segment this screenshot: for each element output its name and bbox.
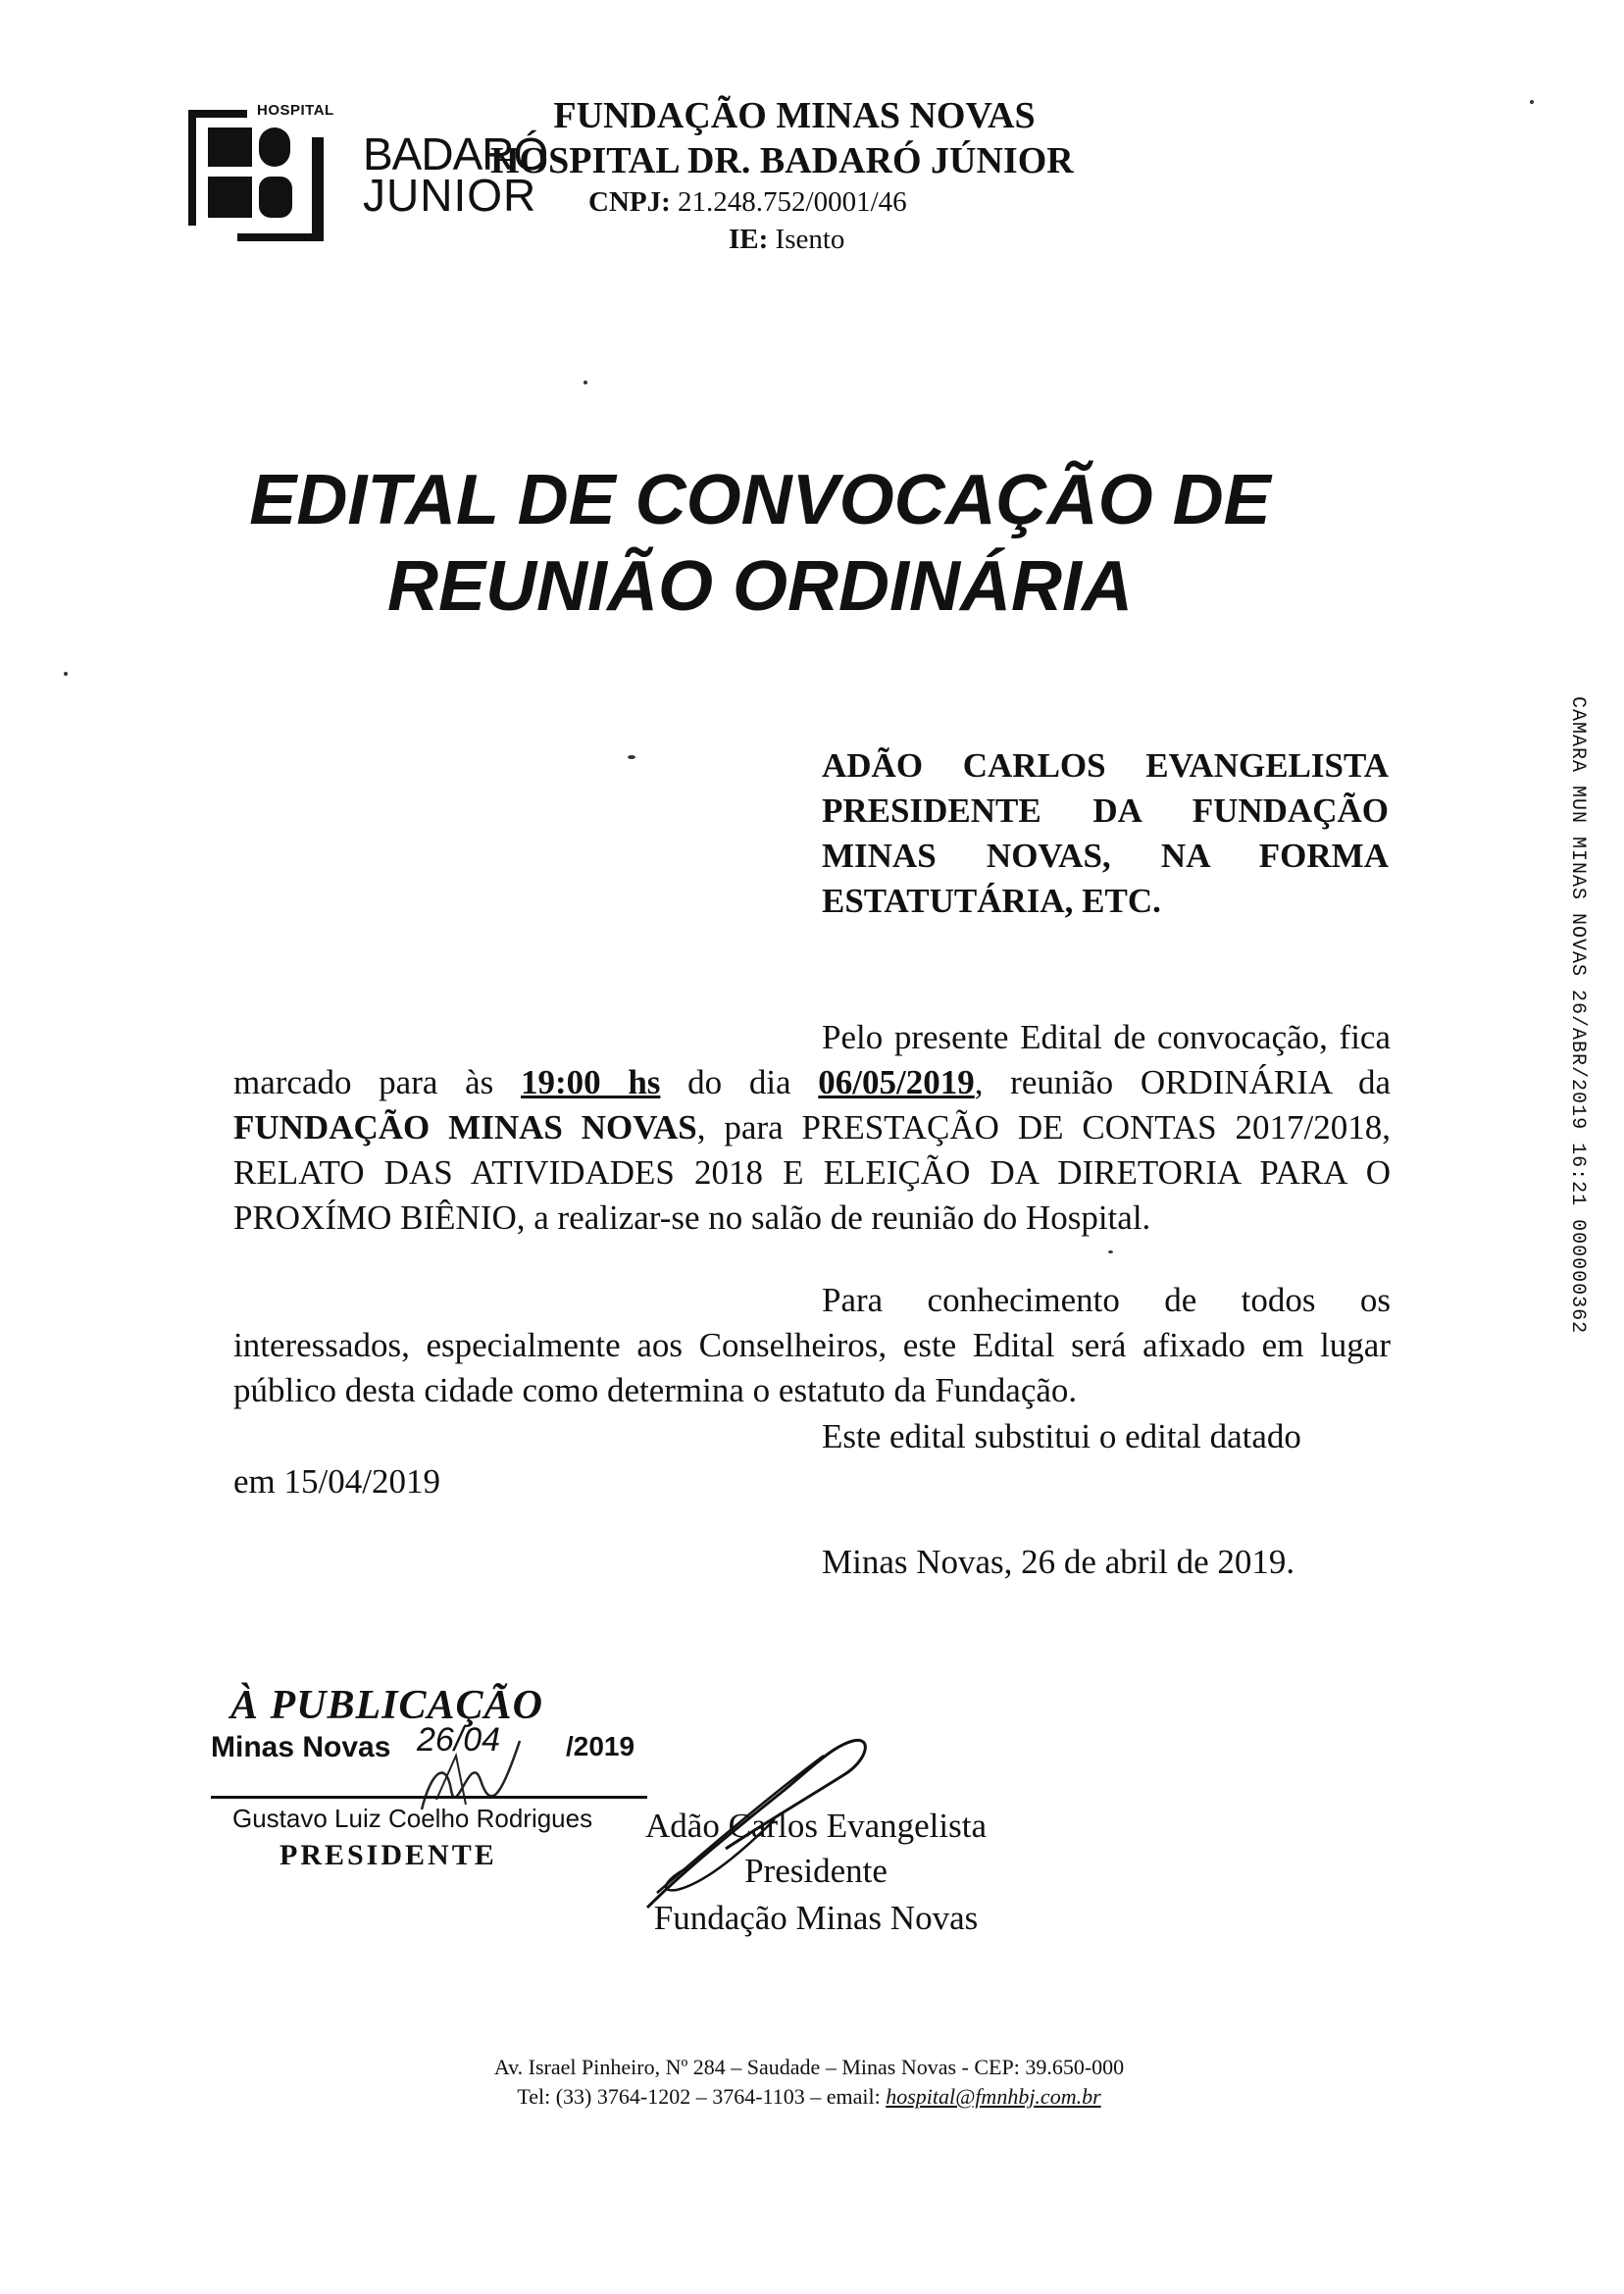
protocol-stamp-text: CAMARA MUN MINAS NOVAS 26/ABR/2019 16:21 000000362	[1566, 696, 1589, 1335]
signer-organization: Fundação Minas Novas	[653, 1899, 979, 1937]
paragraph-substitution-date: em 15/04/2019	[233, 1462, 440, 1501]
addressee-line: PRESIDENTE DA FUNDAÇÃO	[822, 791, 1389, 830]
document-title-line1: EDITAL DE CONVOCAÇÃO DE	[249, 461, 1271, 539]
logo-name-line2: JUNIOR	[363, 170, 537, 221]
p1-text-d: , para PRESTAÇÃO DE CONTAS 2017/2018, RELATO DAS ATIVIDADES 2018 E ELEIÇÃO DA DIRETORIA PARA O PROXÍMO BIÊNIO, a realizar-se no salão de reunião do Hospital.	[233, 1108, 1391, 1237]
scan-speck	[1108, 1250, 1113, 1253]
stamp-signature-line	[211, 1796, 647, 1799]
header-ie	[729, 224, 1023, 256]
protocol-stamp	[1566, 696, 1608, 1344]
stamp-city: Minas Novas	[211, 1731, 391, 1763]
logo-hospital-text: HOSPITAL	[257, 102, 334, 119]
p1-text-b: do dia	[660, 1063, 819, 1101]
publication-stamp	[201, 1682, 633, 1893]
scan-speck	[584, 381, 587, 384]
stamp-year: /2019	[566, 1731, 635, 1761]
signer-role: Presidente	[744, 1852, 888, 1890]
meeting-time: 19:00 hs	[520, 1063, 661, 1101]
cnpj-value: 21.248.752/0001/46	[678, 186, 907, 218]
header-cnpj	[588, 186, 1079, 219]
scan-speck	[64, 672, 68, 676]
scan-speck	[628, 755, 635, 759]
footer-phone: Tel: (33) 3764-1202 – 3764-1103 – email:	[517, 2084, 887, 2109]
logo-name-line1: BADARÓ	[363, 128, 548, 179]
header-hospital: HOSPITAL DR. BADARÓ JÚNIOR	[490, 140, 1074, 181]
stamp-signer-role: PRESIDENTE	[279, 1839, 497, 1871]
paragraph-convocation	[233, 1015, 1391, 1241]
meeting-date: 06/05/2019	[818, 1063, 975, 1101]
stamp-signer-name: Gustavo Luiz Coelho Rodrigues	[232, 1804, 593, 1833]
addressee-line: ESTATUTÁRIA, ETC.	[822, 882, 1161, 920]
p1-text-c: , reunião ORDINÁRIA da	[974, 1063, 1392, 1101]
ie-label: IE:	[729, 224, 769, 255]
document-title-line2: REUNIÃO ORDINÁRIA	[386, 547, 1133, 626]
hospital-logo	[188, 98, 548, 255]
paragraph-substitution: Este edital substitui o edital datado	[822, 1417, 1301, 1455]
addressee-line: ADÃO CARLOS EVANGELISTA	[822, 746, 1389, 785]
paragraph-publication: Para conhecimento de todos os interessados, especialmente aos Conselheiros, este Edital será afixado em lugar público desta cidade como determina o estatuto da Fundação.	[233, 1281, 1391, 1409]
footer-email: hospital@fmnhbj.com.br	[886, 2084, 1101, 2109]
date-line: Minas Novas, 26 de abril de 2019.	[822, 1543, 1295, 1581]
organization-name: FUNDAÇÃO MINAS NOVAS	[233, 1108, 697, 1147]
footer-address: Av. Israel Pinheiro, Nº 284 – Saudade – Minas Novas - CEP: 39.650-000	[493, 2055, 1125, 2079]
scan-speck	[1530, 100, 1534, 104]
ie-value: Isento	[775, 224, 845, 255]
signer-name: Adão Carlos Evangelista	[645, 1807, 987, 1845]
cnpj-label: CNPJ:	[588, 186, 671, 218]
addressee-block	[822, 743, 1389, 924]
footer-contact	[294, 2084, 1324, 2110]
header-organization: FUNDAÇÃO MINAS NOVAS	[553, 95, 1036, 136]
stamp-title: À PUBLICAÇÃO	[230, 1683, 543, 1728]
p1-text-a: Pelo presente Edital de convocação, fica marcado para às	[233, 1018, 1391, 1101]
addressee-line: MINAS NOVAS, NA FORMA	[822, 837, 1389, 875]
stamp-date-handwritten: 26/04	[417, 1721, 501, 1759]
logo-mark	[188, 98, 360, 255]
